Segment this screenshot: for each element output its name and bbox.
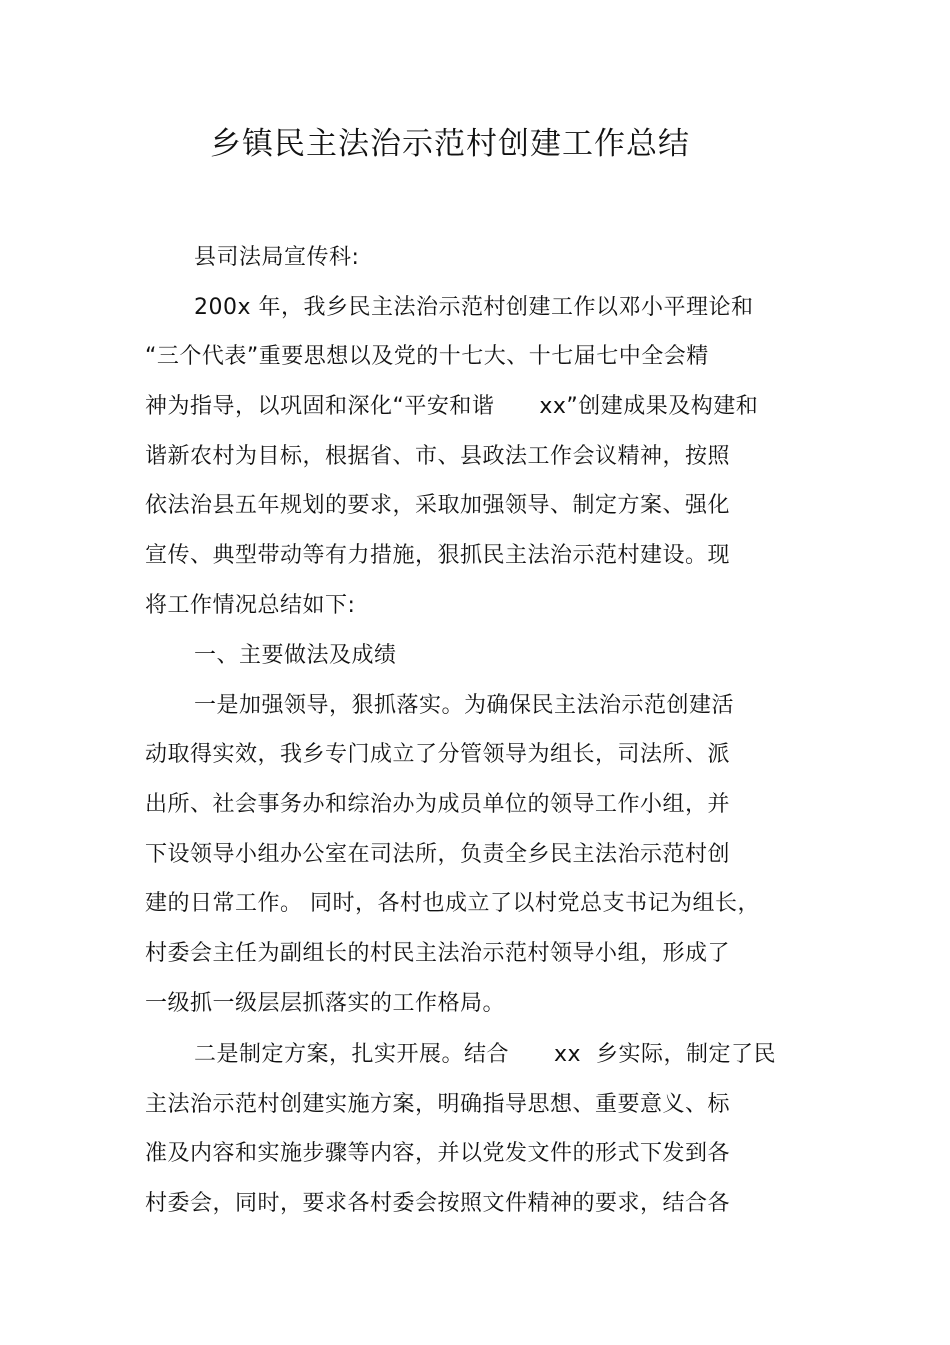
addressee-line: 县司法局宣传科: <box>194 245 360 270</box>
paragraph-line: “三个代表”重要思想以及党的十七大、十七届七中全会精 <box>145 344 709 369</box>
paragraph-line: 二是制定方案，扎实开展。结合 xx 乡实际，制定了民 <box>194 1042 776 1067</box>
paragraph-line: 建的日常工作。 同时，各村也成立了以村党总支书记为组长， <box>145 891 760 916</box>
paragraph-line: 村委会主任为副组长的村民主法治示范村领导小组，形成了 <box>145 941 731 966</box>
paragraph-line: 动取得实效，我乡专门成立了分管领导为组长，司法所、派 <box>145 742 731 767</box>
paragraph-line: 宣传、典型带动等有力措施，狠抓民主法治示范村建设。现 <box>145 543 731 568</box>
paragraph-line: 下设领导小组办公室在司法所，负责全乡民主法治示范村创 <box>145 842 731 867</box>
paragraph-line: 主法治示范村创建实施方案，明确指导思想、重要意义、标 <box>145 1092 731 1117</box>
section-heading: 一、主要做法及成绩 <box>194 643 397 668</box>
paragraph-line: 将工作情况总结如下: <box>145 593 356 618</box>
paragraph-line: 200x 年，我乡民主法治示范村创建工作以邓小平理论和 <box>194 295 754 320</box>
document-title: 乡镇民主法治示范村创建工作总结 <box>210 126 690 162</box>
paragraph-line: 谐新农村为目标，根据省、市、县政法工作会议精神，按照 <box>145 444 731 469</box>
paragraph-line: 出所、社会事务办和综治办为成员单位的领导工作小组，并 <box>145 792 731 817</box>
paragraph-line: 准及内容和实施步骤等内容，并以党发文件的形式下发到各 <box>145 1141 731 1166</box>
paragraph-line: 一是加强领导，狠抓落实。为确保民主法治示范创建活 <box>194 693 735 718</box>
paragraph-line: 神为指导，以巩固和深化“平安和谐 xx”创建成果及构建和 <box>145 394 759 419</box>
paragraph-line: 依法治县五年规划的要求，采取加强领导、制定方案、强化 <box>145 493 731 518</box>
paragraph-line: 村委会，同时，要求各村委会按照文件精神的要求，结合各 <box>145 1191 731 1216</box>
paragraph-line: 一级抓一级层层抓落实的工作格局。 <box>145 991 506 1016</box>
